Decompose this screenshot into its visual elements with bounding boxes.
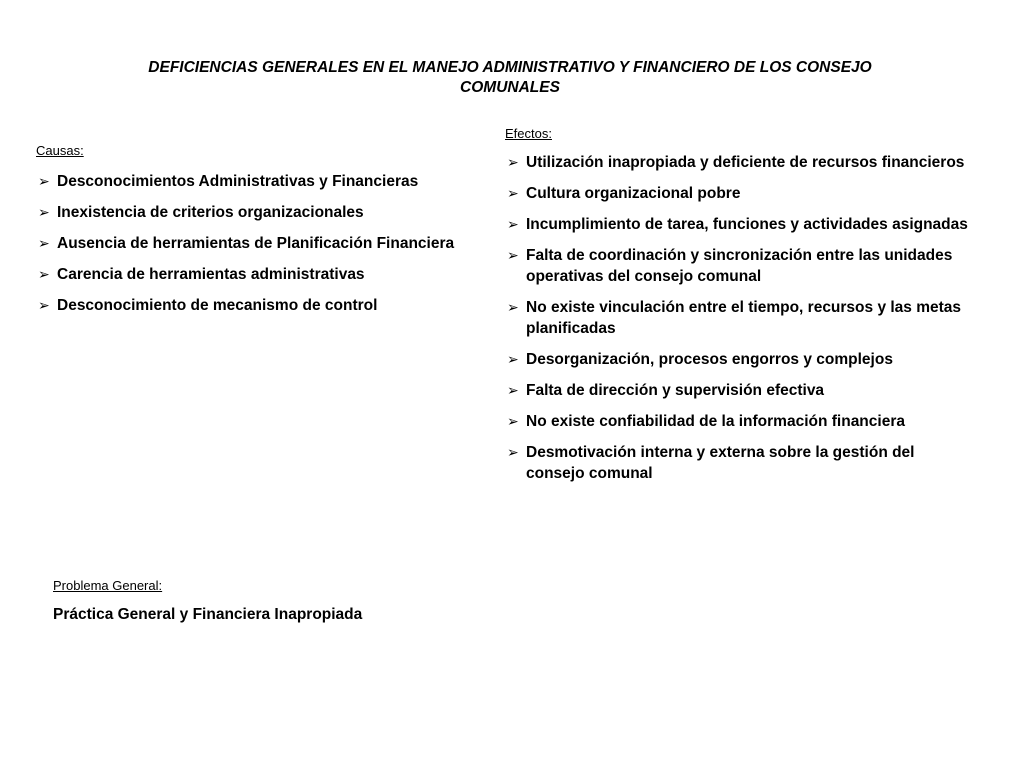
arrowhead-bullet-icon: ➢ [507, 154, 519, 170]
arrowhead-bullet-icon: ➢ [507, 247, 519, 263]
causas-list [36, 171, 476, 316]
efecto-item [505, 411, 975, 432]
arrowhead-bullet-icon: ➢ [507, 185, 519, 201]
arrowhead-bullet-icon: ➢ [507, 444, 519, 460]
efecto-item-text: Falta de coordinación y sincronización entre las unidades operativas del consejo comunal [526, 247, 953, 285]
efecto-item-text: No existe vinculación entre el tiempo, recursos y las metas planificadas [526, 299, 962, 337]
problema-section [53, 578, 553, 625]
efecto-item [505, 442, 975, 484]
arrowhead-bullet-icon: ➢ [38, 204, 50, 220]
problema-label: Problema General: [53, 578, 163, 593]
arrowhead-bullet-icon: ➢ [507, 216, 519, 232]
causa-item [36, 233, 476, 254]
causa-item-text: Carencia de herramientas administrativas [57, 266, 365, 283]
efecto-item-text: Falta de dirección y supervisión efectiva [526, 382, 825, 399]
efecto-item [505, 297, 975, 339]
efecto-item-text: Utilización inapropiada y deficiente de recursos financieros [526, 154, 965, 171]
arrowhead-bullet-icon: ➢ [507, 413, 519, 429]
efecto-item [505, 183, 975, 204]
causa-item [36, 202, 476, 223]
page-title: DEFICIENCIAS GENERALES EN EL MANEJO ADMINISTRATIVO Y FINANCIERO DE LOS CONSEJO COMUNALES [148, 59, 872, 96]
efecto-item [505, 152, 975, 173]
arrowhead-bullet-icon: ➢ [38, 297, 50, 313]
efecto-item-text: Desorganización, procesos engorros y complejos [526, 351, 893, 368]
causa-item-text: Ausencia de herramientas de Planificación Financiera [57, 235, 455, 252]
arrowhead-bullet-icon: ➢ [38, 235, 50, 251]
efecto-item-text: Cultura organizacional pobre [526, 185, 741, 202]
efecto-item [505, 245, 975, 287]
causa-item [36, 295, 476, 316]
efecto-item [505, 214, 975, 235]
efectos-section [505, 126, 975, 494]
arrowhead-bullet-icon: ➢ [507, 382, 519, 398]
efectos-list [505, 152, 975, 484]
arrowhead-bullet-icon: ➢ [507, 351, 519, 367]
efecto-item-text: No existe confiabilidad de la información financiera [526, 413, 905, 430]
causa-item-text: Desconocimiento de mecanismo de control [57, 297, 378, 314]
causa-item [36, 264, 476, 285]
causas-section [36, 143, 476, 326]
efecto-item-text: Desmotivación interna y externa sobre la gestión del consejo comunal [526, 444, 915, 482]
arrowhead-bullet-icon: ➢ [38, 266, 50, 282]
efecto-item-text: Incumplimiento de tarea, funciones y actividades asignadas [526, 216, 968, 233]
arrowhead-bullet-icon: ➢ [507, 299, 519, 315]
causas-label: Causas: [36, 143, 84, 158]
causa-item-text: Inexistencia de criterios organizacionales [57, 204, 364, 221]
causa-item [36, 171, 476, 192]
causa-item-text: Desconocimientos Administrativas y Financieras [57, 173, 419, 190]
efecto-item [505, 349, 975, 370]
efectos-label: Efectos: [505, 126, 552, 141]
arrowhead-bullet-icon: ➢ [38, 173, 50, 189]
efecto-item [505, 380, 975, 401]
problema-text: Práctica General y Financiera Inapropiada [53, 606, 363, 623]
